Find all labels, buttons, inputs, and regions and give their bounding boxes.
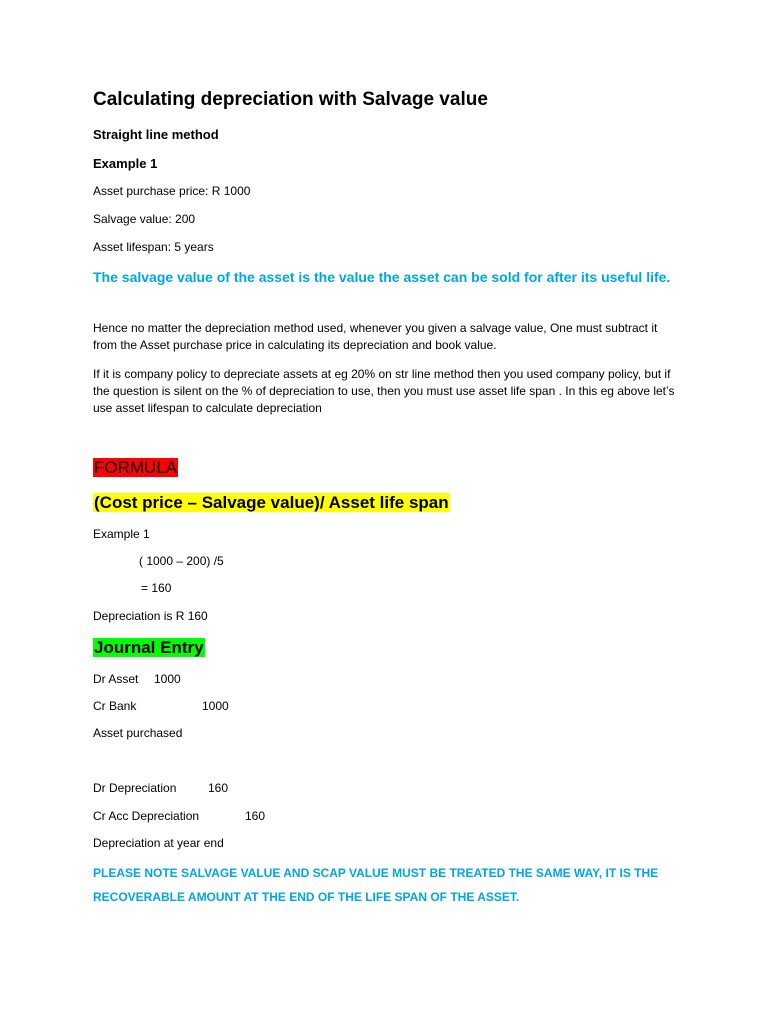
dr-asset-amount: 1000 xyxy=(154,672,181,686)
formula-wrap xyxy=(93,493,450,513)
salvage-definition: The salvage value of the asset is the value the asset can be sold for after its useful life. xyxy=(93,269,671,285)
paragraph-company-policy: If it is company policy to depreciate assets at eg 20% on str line method then you used company policy, but if the question is silent on the % of depreciation to use, then you must use asset life span . In this eg above let’s use asset lifespan to calculate depreciation xyxy=(93,367,675,415)
cr-acc-depreciation-amount: 160 xyxy=(245,809,266,823)
dr-depreciation-label: Dr Depreciation xyxy=(93,781,177,795)
example-heading: Example 1 xyxy=(93,156,158,171)
cr-acc-depreciation-label: Cr Acc Depreciation xyxy=(93,809,200,823)
final-note: PLEASE NOTE SALVAGE VALUE AND SCAP VALUE MUST BE TREATED THE SAME WAY, IT IS THE RECOVERABLE AMOUNT AT THE END OF THE LIFE SPAN OF THE ASSET. xyxy=(93,866,659,904)
calculation-result: = 160 xyxy=(141,581,172,595)
journal-entry-label: Journal Entry xyxy=(94,638,204,657)
formula-text: (Cost price – Salvage value)/ Asset life span xyxy=(94,493,449,512)
method-heading: Straight line method xyxy=(93,127,219,142)
journal-label-wrap xyxy=(93,638,205,658)
example2-heading: Example 1 xyxy=(93,527,150,541)
paragraph-salvage-rule: Hence no matter the depreciation method used, whenever you given a salvage value, One must subtract it from the Asset purchase price in calculating its depreciation and book value. xyxy=(93,321,658,352)
cr-bank-label: Cr Bank xyxy=(93,699,137,713)
depreciation-result: Depreciation is R 160 xyxy=(93,609,208,623)
page-title: Calculating depreciation with Salvage value xyxy=(93,89,488,110)
lifespan-line: Asset lifespan: 5 years xyxy=(93,240,214,254)
asset-purchased-narration: Asset purchased xyxy=(93,726,183,740)
dr-depreciation-amount: 160 xyxy=(208,781,229,795)
formula-label: FORMULA xyxy=(94,458,178,477)
cr-bank-amount: 1000 xyxy=(202,699,229,713)
depreciation-year-end-narration: Depreciation at year end xyxy=(93,836,224,850)
purchase-price-line: Asset purchase price: R 1000 xyxy=(93,184,251,198)
formula-label-wrap xyxy=(93,458,178,478)
calculation-line: ( 1000 – 200) /5 xyxy=(139,554,224,568)
salvage-value-line: Salvage value: 200 xyxy=(93,212,196,226)
dr-asset-label: Dr Asset xyxy=(93,672,139,686)
